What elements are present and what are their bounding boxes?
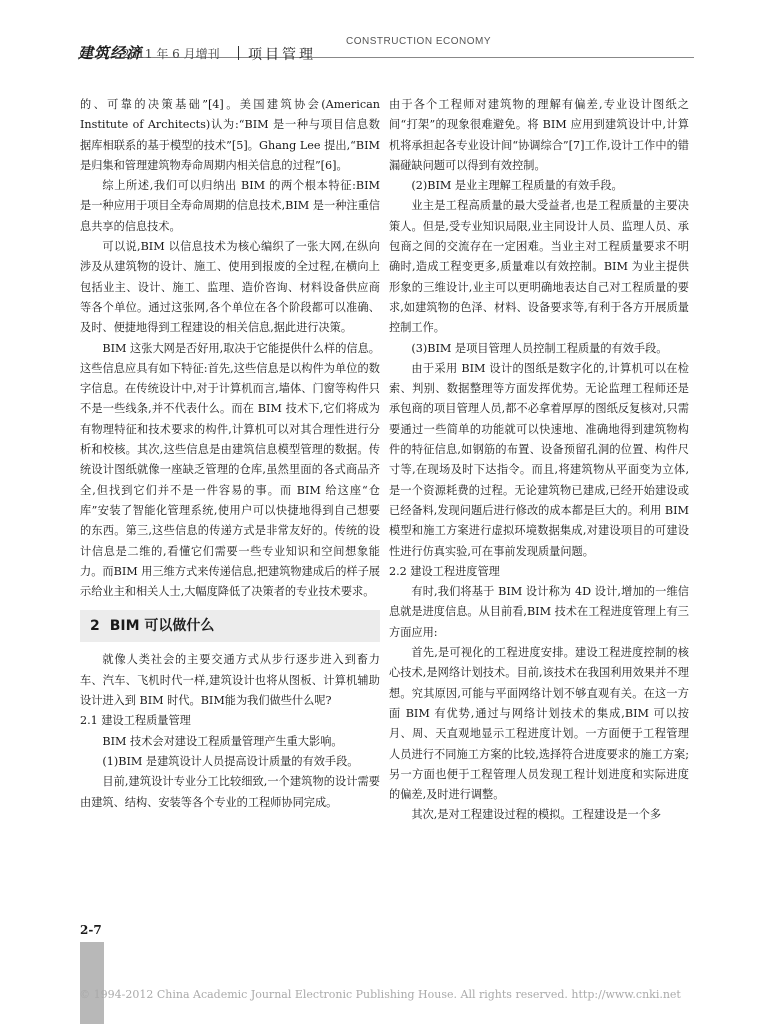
paragraph: 业主是工程高质量的最大受益者,也是工程质量的主要决策人。但是,受专业知识局限,业主同设计人员、监理人员、承包商之间的交流存在一定困难。当业主对工程质量要求不明确时,造成工程变更多,质量难以有效控制。BIM 为业主提供形象的三维设计,业主可以更明确地表达自己对工程质量的要求,如建筑物的色泽、材料、设备要求等,有利于各方开展质量控制工作。 <box>389 199 689 335</box>
header-divider <box>238 46 239 60</box>
section-title: BIM 可以做什么 <box>109 618 215 635</box>
paragraph: (2)BIM 是业主理解工程质量的有效手段。 <box>411 179 623 193</box>
paragraph: 有时,我们将基于 BIM 设计称为 4D 设计,增加的一维信息就是进度信息。从目前看,BIM 技术在工程进度管理上有三方面应用: <box>389 585 689 639</box>
paragraph: 的、可靠的决策基础”[4]。美国建筑协会(American Institute of Architects)认为:“BIM 是一种与项目信息数据库相联系的基于模型的技术”[5]。Ghang Lee 提出,“BIM是归集和管理建筑物寿命周期内相关信息的过程”[6]。 <box>80 98 380 172</box>
paragraph: (3)BIM 是项目管理人员控制工程质量的有效手段。 <box>411 341 668 355</box>
subsection-heading: 2.2 建设工程进度管理 <box>389 564 500 578</box>
paragraph: 就像人类社会的主要交通方式从步行逐步进入到畜力车、汽车、飞机时代一样,建筑设计也将从图板、计算机辅助设计进入到 BIM 时代。BIM能为我们做些什么呢? <box>80 653 380 708</box>
issue-label: 2011 年 6 月增刊 <box>122 47 220 61</box>
paragraph: 由于各个工程师对建筑物的理解有偏差,专业设计图纸之间“打架”的现象很难避免。将 BIM 应用到建筑设计中,计算机将承担起各专业设计间“协调综合”[7]工作,设计工作中的错漏碰缺问题可以得到有效控制。 <box>389 98 689 172</box>
subsection-heading: 2.1 建设工程质量管理 <box>80 714 191 728</box>
paragraph: (1)BIM 是建筑设计人员提高设计质量的有效手段。 <box>102 754 359 768</box>
paragraph: 目前,建筑设计专业分工比较细致,一个建筑物的设计需要由建筑、结构、安装等各个专业的工程师协同完成。 <box>80 775 380 809</box>
paragraph: 由于采用 BIM 设计的图纸是数字化的,计算机可以在检索、判别、数据整理等方面发挥优势。无论监理工程师还是承包商的项目管理人员,都不必拿着厚厚的图纸反复核对,只需要通过一些简单的功能就可以快速地、准确地得到建筑物构件的特征信息,如钢筋的布置、设备预留孔洞的位置、构件尺寸等,在现场及时下达指令。而且,将建筑物从平面变为立体,是一个资源耗费的过程。无论建筑物已建成,已经开始建设或已经备料,发现问题后进行修改的成本都是巨大的。利用 BIM 模型和施工方案进行虚拟环境数据集成,对建设项目的可建设性进行仿真实验,可在事前发现质量问题。 <box>389 361 689 558</box>
page-edge-bar <box>80 942 104 1024</box>
paragraph: BIM 技术会对建设工程质量管理产生重大影响。 <box>102 734 343 748</box>
paragraph: 首先,是可视化的工程进度安排。建设工程进度控制的核心技术,是网络计划技术。目前,该技术在我国利用效果并不理想。究其原因,可能与平面网络计划不够直观有关。在这一方面 BIM 有优势,通过与网络计划技术的集成,BIM 可以按月、周、天直观地显示工程进度计划。一方面便于工程管理人员进行不同施工方案的比较,选择符合进度要求的施工方案;另一方面也便于工程管理人员发现工程计划进度和实际进度的偏差,及时进行调整。 <box>389 646 689 802</box>
section-heading <box>80 610 380 642</box>
paragraph: BIM 这张大网是否好用,取决于它能提供什么样的信息。这些信息应具有如下特征:首先,这些信息是以构件为单位的数字信息。在传统设计中,对于计算机而言,墙体、门窗等构件只不是一些线条,并不代表什么。而在 BIM 技术下,它们将成为有物理特征和技术要求的构件,计算机可以对其合理性进行分析和校核。其次,这些信息是由建筑信息模型管理的数据。传统设计图纸就像一座缺乏管理的仓库,虽然里面的各式商品齐全,但找到它们并不是一件容易的事。而 BIM 给这座“仓库”安装了智能化管理系统,使用户可以快捷地得到自己想要的东西。第三,这些信息的传递方式是非常友好的。传统的设计信息是二维的,看懂它们需要一些专业知识和空间想象能力。而BIM 用三维方式来传递信息,把建筑物建成后的样子展示给业主和相关人士,大幅度降低了决策者的专业技术要求。 <box>80 341 380 599</box>
paragraph: 其次,是对工程建设过程的模拟。工程建设是一个多 <box>411 808 662 822</box>
section-label: 项目管理 <box>248 47 316 63</box>
page-number: 2-7 <box>80 923 102 937</box>
paragraph: 综上所述,我们可以归纳出 BIM 的两个根本特征:BIM 是一种应用于项目全寿命周期的信息技术,BIM 是一种注重信息共享的信息技术。 <box>80 179 380 233</box>
copyright-footer: © 1994-2012 China Academic Journal Electronic Publishing House. All rights reserved. http://www.cnki.net <box>79 988 681 1001</box>
paragraph: 可以说,BIM 以信息技术为核心编织了一张大网,在纵向涉及从建筑物的设计、施工、使用到报废的全过程,在横向上包括业主、设计、施工、监理、造价咨询、材料设备供应商等各个单位。通过这张网,各个单位在各个阶段都可以准确、及时、便捷地得到工程建设的相关信息,据此进行决策。 <box>80 240 380 335</box>
left-column <box>80 95 380 813</box>
journal-english-name: CONSTRUCTION ECONOMY <box>346 36 491 47</box>
right-column <box>389 95 689 826</box>
section-number: 2 <box>90 618 100 635</box>
page-header <box>78 30 694 70</box>
journal-name: 建筑经济 <box>78 44 143 62</box>
